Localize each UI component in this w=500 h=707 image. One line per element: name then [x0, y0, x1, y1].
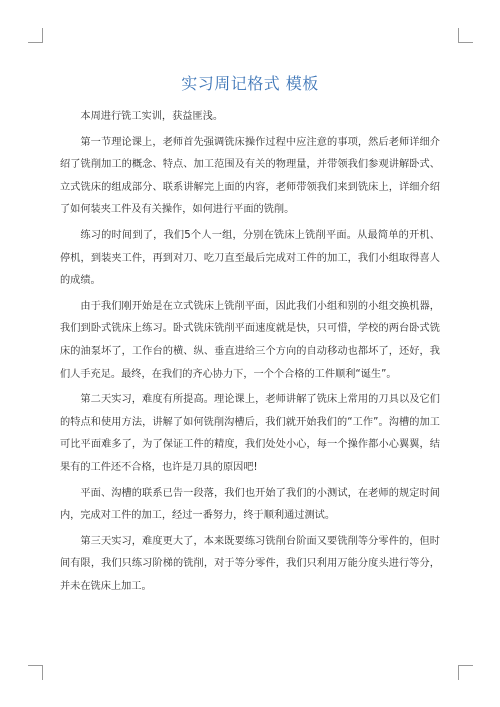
paragraph-test: 平面、沟槽的联系已告一段落，我们也开始了我们的小测试，在老师的规定时间内，完成对工件的加工，经过一番努力，终于顺利通过测试。	[60, 487, 440, 522]
paragraph-practice: 练习的时间到了，我们5个人一组，分别在铣床上铣削平面。从最简单的开机、停机，到装夹工件，再到对刀、吃刀直至最后完成对工件的加工，我们小组取得喜人的成绩。	[60, 229, 440, 287]
paragraph-horizontal-milling: 由于我们刚开始是在立式铣床上铣削平面，因此我们小组和别的小组交换机器，我们到卧式铣床上练习。卧式铣床铣削平面速度就是快，只可惜，学校的两台卧式铣床的油泵坏了，工作台的横、纵、垂直进给三个方向的自动移动也都坏了，还好，我们人手充足。最终，在我们的齐心协力下，一个个合格的工件顺利“诞生”。	[60, 300, 440, 380]
paragraph-theory-class: 第一节理论课上，老师首先强调铣床操作过程中应注意的事项，然后老师详细介绍了铣削加工的概念、特点、加工范围及有关的物理量，并带领我们参观讲解卧式、立式铣床的组成部分、联系讲解完上面的内容，老师带领我们来到铣床上，详细介绍了如何装夹工件及有关操作，如何进行平面的铣削。	[60, 136, 440, 216]
crop-mark-top-left	[28, 28, 43, 43]
crop-mark-bottom-right	[458, 665, 473, 680]
document-title: 实习周记格式 模板	[181, 73, 319, 93]
paragraph-intro: 本周进行铣工实训，获益匪浅。	[80, 111, 224, 122]
paragraph-day-two: 第二天实习，难度有所提高。理论课上，老师讲解了铣床上常用的刀具以及它们的特点和使用方法，讲解了如何铣削沟槽后，我们就开始我们的“工作”。沟槽的加工可比平面难多了，为了保证工件的精度，我们处处小心，每一个操作都小心翼翼，结果有的工件还不合格，也许是刀具的原因吧!	[60, 394, 440, 473]
crop-mark-bottom-left	[28, 665, 43, 680]
document-body	[60, 106, 440, 601]
paragraph-day-three: 第三天实习，难度更大了，本来既要练习铣削台阶面又要铣削等分零件的，但时间有限，我们只练习阶梯的铣削，对于等分零件，我们只利用万能分度头进行等分，并未在铣床上加工。	[60, 535, 440, 592]
crop-mark-top-right	[458, 28, 473, 43]
